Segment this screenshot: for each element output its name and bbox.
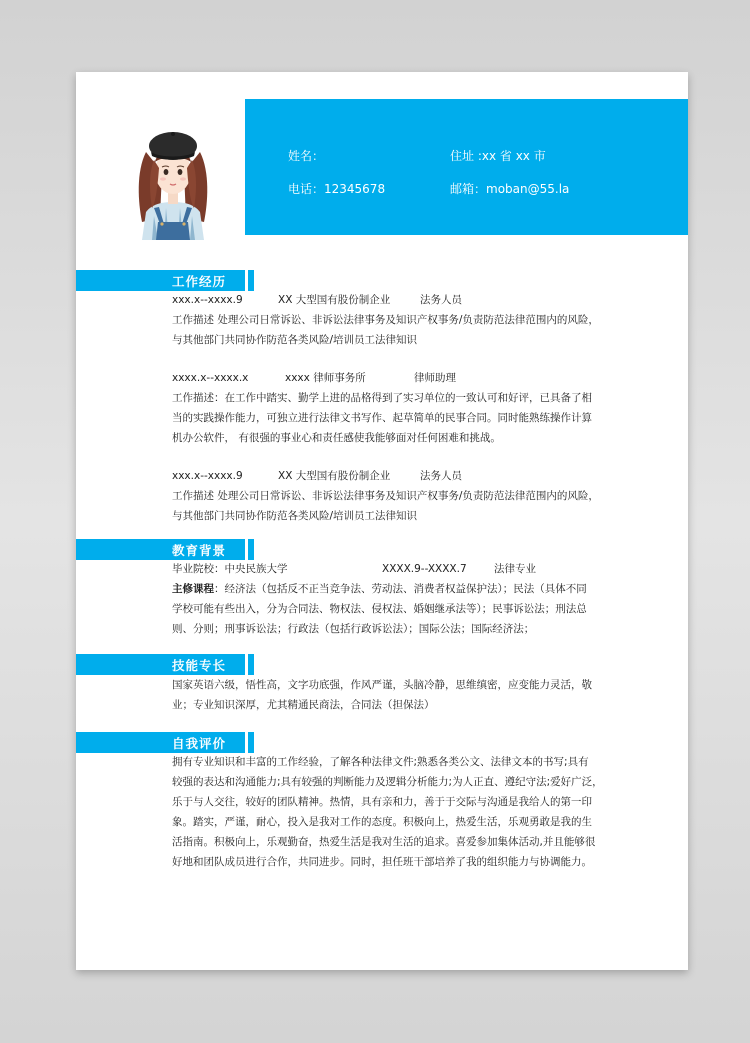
work-role: 律师助理 [414,372,456,384]
work-desc [172,310,632,350]
work-company: XX 大型国有股份制企业 [278,470,391,482]
self-content [172,752,632,872]
education-header [172,559,632,579]
work-company: XX 大型国有股份制企业 [278,294,391,306]
work-period: xxx.x--xxxx.9 [172,294,243,306]
courses-line: ：经济法（包括反不正当竞争法、劳动法、消费者权益保护法）；民法（具体不同 [214,583,587,595]
work-entry-header [172,466,632,486]
section-title: 自我评价 [172,736,227,751]
skills-line: 业；专业知识深厚，尤其精通民商法，合同法（担保法） [172,699,435,711]
major-text: 法律专业 [494,563,536,575]
work-desc [172,388,632,448]
name-label: 姓名： [288,149,325,163]
education-period: XXXX.9--XXXX.7 [382,563,467,575]
skills-content [172,675,632,715]
courses-line: 学校可能有些出入，分为合同法、物权法、侵权法、婚姻继承法等）；民事诉讼法；刑法总 [172,603,587,615]
resume-page [76,72,688,970]
work-desc-line: 当的实践操作能力，可独立进行法律文书写作、起草简单的民事合同。同时能熟练操作计算 [172,412,592,424]
header-band [245,99,688,235]
work-period: xxxx.x--xxxx.x [172,372,249,384]
self-line: 象。踏实，严谨，耐心，投入是我对工作的态度。积极向上，热爱生活，乐观勇敢是我的生 [172,816,592,828]
courses-text [172,579,632,639]
self-line: 拥有专业知识和丰富的工作经验，了解各种法律文件;熟悉各类公文、法律文本的书写;具有 [172,756,589,768]
section-bar-tick [248,539,254,560]
self-line: 较强的表达和沟通能力;具有较强的判断能力及逻辑分析能力;为人正直、遵纪守法;爱好广泛， [172,776,603,788]
work-role: 法务人员 [420,470,462,482]
work-period: xxx.x--xxxx.9 [172,470,243,482]
section-title: 工作经历 [172,274,227,289]
work-role: 法务人员 [420,294,462,306]
courses-label: 主修课程 [172,583,214,595]
self-line: 好地和团队成员进行合作，共同进步。同时，担任班干部培养了我的组织能力与协调能力。 [172,856,592,868]
work-desc-line: 工作描述 处理公司日常诉讼、非诉讼法律事务及知识产权事务/负责防范法律范围内的风险， [172,314,599,326]
work-desc-line: 机办公软件， 有很强的事业心和责任感使我能够面对任何困难和挑战。 [172,432,501,444]
address-text: 住址 :xx 省 xx 市 [450,149,546,163]
section-title: 技能专长 [172,658,227,673]
courses-line: 则、分则；刑事诉讼法；行政法（包括行政诉讼法）；国际公法；国际经济法； [172,623,535,635]
avatar [132,112,214,240]
work-company: xxxx 律师事务所 [285,372,366,384]
section-title: 教育背景 [172,543,227,558]
self-line: 活指南。积极向上，乐观勤奋，热爱生活是我对生活的追求。喜爱参加集体活动,并且能够很 [172,836,596,848]
work-desc-line: 工作描述：在工作中踏实、勤学上进的品格得到了实习单位的一致认可和好评，已具备了相 [172,392,592,404]
work-entry-header [172,290,632,310]
section-bar-tick [248,732,254,753]
self-line: 乐于与人交往，较好的团队精神。热情，具有亲和力，善于于交际与沟通是我给人的第一印 [172,796,592,808]
work-desc-line: 工作描述 处理公司日常诉讼、非诉讼法律事务及知识产权事务/负责防范法律范围内的风险， [172,490,599,502]
email-text: 邮箱：moban@55.la [450,182,570,196]
school-text: 毕业院校：中央民族大学 [172,563,288,575]
section-bar-tick [248,270,254,291]
work-desc [172,486,632,526]
work-desc-line: 与其他部门共同协作防范各类风险/培训员工法律知识 [172,510,418,522]
work-content [172,290,632,526]
education-content [172,559,632,639]
skills-line: 国家英语六级，悟性高，文字功底强，作风严谨，头脑冷静，思维缜密，应变能力灵活，敬 [172,679,592,691]
work-entry-header [172,368,632,388]
section-bar-tick [248,654,254,675]
work-desc-line: 与其他部门共同协作防范各类风险/培训员工法律知识 [172,334,418,346]
phone-text: 电话：12345678 [288,182,386,196]
